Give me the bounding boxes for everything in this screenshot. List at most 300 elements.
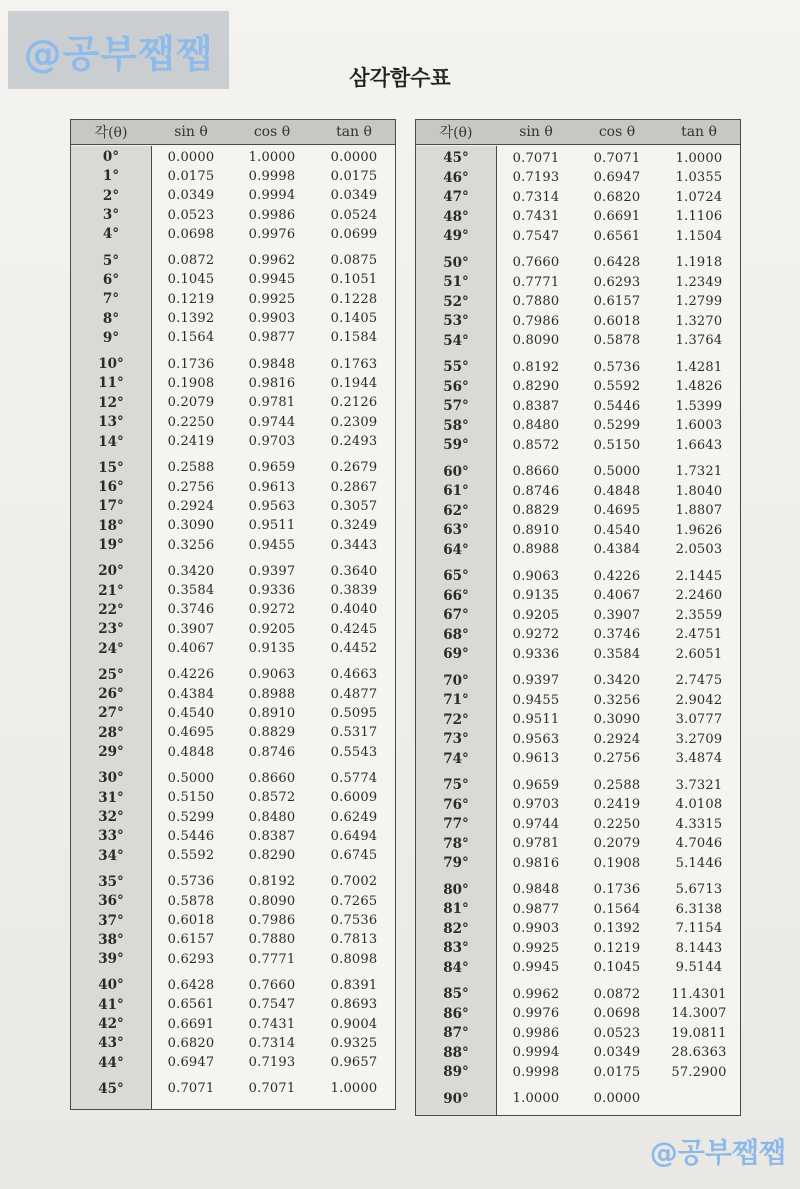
angle-cell: 63° — [443, 522, 469, 538]
sin-cell: 0.8829 — [512, 503, 560, 518]
angle-cell: 52° — [443, 293, 469, 310]
table-row — [71, 393, 395, 413]
angle-cell: 70° — [443, 672, 469, 689]
table-row — [416, 357, 740, 377]
tan-cell: 0.5774 — [330, 770, 378, 786]
sin-cell: 0.6428 — [167, 977, 215, 993]
cos-cell: 0.9659 — [248, 460, 296, 476]
table-row — [71, 723, 395, 743]
cos-cell: 0.9397 — [248, 563, 296, 579]
cos-cell: 0.9781 — [248, 395, 296, 411]
table-row — [416, 1043, 740, 1063]
sin-cell: 0.7660 — [512, 255, 560, 270]
table-row — [416, 566, 740, 586]
table-row — [416, 795, 740, 815]
tan-cell: 2.1445 — [675, 568, 723, 584]
table-row — [71, 186, 395, 206]
sin-cell: 0.6820 — [167, 1035, 215, 1051]
angle-cell: 45° — [443, 150, 469, 166]
sin-cell: 0.5150 — [167, 790, 215, 806]
tan-cell: 1.1106 — [675, 209, 723, 224]
angle-cell: 9° — [102, 329, 120, 346]
angle-cell: 49° — [443, 228, 469, 244]
sin-cell: 0.6691 — [167, 1016, 215, 1032]
cos-cell: 0.3420 — [593, 673, 641, 688]
watermark-top: @공부쨉쨉 — [8, 11, 229, 89]
tan-cell: 0.2493 — [330, 434, 378, 449]
sin-cell: 0.3256 — [167, 537, 215, 553]
sin-cell: 0.6947 — [167, 1055, 215, 1071]
tan-cell: 1.4826 — [675, 379, 723, 394]
cos-cell: 0.7314 — [248, 1035, 296, 1051]
tan-cell: 6.3138 — [675, 901, 723, 917]
angle-cell: 46° — [443, 169, 469, 186]
tan-cell: 0.0000 — [330, 149, 378, 165]
cos-cell: 0.7880 — [248, 932, 296, 948]
cos-cell: 0.5592 — [593, 379, 641, 394]
angle-cell: 18° — [98, 517, 124, 534]
sin-cell: 0.0698 — [167, 226, 215, 242]
tan-cell: 0.9657 — [330, 1055, 378, 1071]
tan-cell: 0.8391 — [330, 977, 378, 993]
sin-cell: 0.8910 — [512, 522, 560, 538]
cos-cell: 0.8480 — [248, 809, 296, 825]
table-row — [71, 205, 395, 225]
cos-cell: 0.9848 — [248, 356, 296, 372]
tan-cell: 2.2460 — [675, 588, 723, 603]
table-row — [71, 891, 395, 911]
cos-cell: 0.6947 — [593, 170, 641, 185]
angle-cell: 51° — [443, 274, 469, 290]
cos-cell: 0.9962 — [248, 253, 296, 269]
table-row — [71, 1053, 395, 1073]
cos-cell: 0.4384 — [593, 542, 641, 557]
sin-cell: 0.0523 — [167, 207, 215, 223]
cos-cell: 0.8910 — [248, 705, 296, 721]
sin-cell: 0.7547 — [512, 228, 560, 244]
angle-cell: 80° — [443, 881, 469, 898]
tan-cell: 0.4040 — [330, 602, 378, 618]
sin-cell: 0.3584 — [167, 583, 215, 599]
tan-cell: 0.0699 — [330, 226, 378, 242]
cos-cell: 0.7547 — [248, 997, 296, 1013]
tan-cell: 0.3839 — [330, 583, 378, 599]
tan-cell: 0.9004 — [330, 1016, 378, 1032]
sin-cell: 0.7193 — [512, 170, 560, 185]
cos-cell: 0.9272 — [248, 602, 296, 618]
angle-cell: 16° — [98, 479, 124, 495]
angle-cell: 85° — [443, 986, 469, 1002]
table-row — [416, 272, 740, 292]
cos-cell: 0.9205 — [248, 621, 296, 637]
table-row — [71, 949, 395, 969]
cos-cell: 0.5150 — [593, 437, 641, 453]
tan-cell: 2.0503 — [675, 542, 723, 557]
table-row — [416, 226, 740, 246]
angle-cell: 50° — [443, 254, 469, 271]
tan-cell: 0.3443 — [330, 537, 378, 553]
table-row — [416, 292, 740, 312]
table-row — [71, 166, 395, 186]
tan-cell: 9.5144 — [675, 960, 723, 975]
cos-cell: 0.4695 — [593, 503, 641, 518]
cos-cell: 0.5736 — [593, 359, 641, 375]
tan-cell: 0.1405 — [330, 311, 378, 327]
tan-cell: 1.2349 — [675, 274, 723, 290]
table-row — [416, 671, 740, 691]
sin-cell: 0.9659 — [512, 777, 560, 793]
cos-cell: 0.1219 — [593, 940, 641, 956]
sin-cell: 0.4848 — [167, 744, 215, 760]
cos-cell: 0.0698 — [593, 1006, 641, 1021]
sin-cell: 0.0349 — [167, 188, 215, 204]
sin-cell: 0.9336 — [512, 646, 560, 662]
tan-cell: 19.0811 — [671, 1025, 727, 1041]
cos-cell: 0.9877 — [248, 330, 296, 346]
angle-cell: 79° — [443, 855, 469, 871]
tan-cell: 0.8098 — [330, 951, 378, 967]
cos-cell: 0.6691 — [593, 209, 641, 224]
angle-cell: 84° — [443, 959, 469, 976]
cos-cell: 0.8746 — [248, 744, 296, 760]
sin-cell: 0.4695 — [167, 725, 215, 741]
sin-cell: 0.9135 — [512, 588, 560, 603]
angle-cell: 74° — [443, 750, 469, 767]
angle-cell: 77° — [443, 816, 469, 832]
cos-cell: 0.3090 — [593, 712, 641, 727]
angle-cell: 24° — [98, 640, 124, 657]
table-row — [71, 251, 395, 271]
sin-cell: 0.9563 — [512, 731, 560, 747]
sin-cell: 0.9744 — [512, 816, 560, 832]
table-row — [71, 788, 395, 808]
table-row — [71, 581, 395, 601]
table-row — [71, 684, 395, 704]
angle-cell: 41° — [98, 996, 124, 1013]
cos-cell: 0.6018 — [593, 313, 641, 329]
table-row — [71, 768, 395, 788]
cos-cell: 0.7986 — [248, 913, 296, 929]
table-row — [416, 520, 740, 540]
sin-cell: 0.9205 — [512, 607, 560, 623]
tan-cell: 3.0777 — [675, 712, 723, 727]
table-row — [71, 665, 395, 685]
angle-cell: 22° — [98, 601, 124, 618]
table-row — [71, 930, 395, 950]
sin-cell: 0.9613 — [512, 751, 560, 766]
table-row — [71, 619, 395, 639]
tan-cell: 0.1944 — [330, 375, 378, 391]
table-row — [71, 309, 395, 329]
tan-cell: 3.2709 — [675, 731, 723, 747]
cos-cell: 0.0523 — [593, 1025, 641, 1041]
cos-cell: 0.9998 — [248, 168, 296, 184]
angle-cell: 33° — [98, 828, 124, 845]
table-row — [416, 148, 740, 168]
tan-cell: 1.7321 — [675, 464, 723, 479]
table-row — [416, 625, 740, 645]
cos-cell: 0.8192 — [248, 874, 296, 890]
sin-cell: 0.0872 — [167, 253, 215, 269]
tan-cell: 0.3249 — [330, 518, 378, 534]
sin-cell: 0.9455 — [512, 692, 560, 708]
table-row — [71, 639, 395, 659]
angle-cell: 88° — [443, 1044, 469, 1061]
table-row — [71, 477, 395, 497]
angle-cell: 47° — [443, 189, 469, 205]
table-row — [416, 586, 740, 606]
cos-cell: 0.9986 — [248, 207, 296, 223]
tan-cell: 8.1443 — [675, 940, 723, 956]
sin-cell: 0.7071 — [167, 1081, 215, 1097]
sin-cell: 0.6293 — [167, 951, 215, 967]
cos-cell: 0.1045 — [593, 960, 641, 975]
sin-cell: 0.9848 — [512, 882, 560, 897]
sin-cell: 0.1908 — [167, 375, 215, 391]
angle-cell: 15° — [98, 459, 124, 476]
tan-cell: 0.2126 — [330, 395, 378, 411]
header-sin: sin θ — [519, 124, 553, 140]
sin-cell: 0.7986 — [512, 313, 560, 329]
tan-cell: 0.6009 — [330, 790, 378, 806]
table-row — [416, 1023, 740, 1043]
angle-cell: 36° — [98, 893, 124, 910]
table-row — [71, 561, 395, 581]
sin-cell: 0.9925 — [512, 940, 560, 956]
table-row — [416, 1004, 740, 1024]
table-header — [416, 120, 740, 145]
sin-cell: 0.0175 — [167, 168, 215, 184]
sin-cell: 0.0000 — [167, 149, 215, 165]
sin-cell: 0.9063 — [512, 568, 560, 584]
tan-cell: 4.7046 — [675, 836, 723, 851]
tan-cell: 4.3315 — [675, 816, 723, 832]
angle-cell: 69° — [443, 646, 469, 662]
tan-cell: 1.0000 — [675, 150, 723, 166]
angle-cell: 28° — [98, 724, 124, 741]
tan-cell: 1.8807 — [675, 503, 723, 518]
sin-cell: 0.9998 — [512, 1064, 560, 1080]
sin-cell: 0.8660 — [512, 464, 560, 479]
table-row — [416, 501, 740, 521]
table-row — [71, 742, 395, 762]
tan-cell: 2.4751 — [675, 627, 723, 642]
cos-cell: 0.0349 — [593, 1045, 641, 1060]
cos-cell: 0.8660 — [248, 770, 296, 786]
tan-cell: 0.8693 — [330, 997, 378, 1013]
angle-cell: 5° — [102, 252, 120, 269]
angle-cell: 12° — [98, 394, 124, 411]
table-row — [416, 749, 740, 769]
angle-cell: 6° — [102, 271, 120, 288]
sin-cell: 0.7071 — [512, 150, 560, 166]
cos-cell: 0.1736 — [593, 882, 641, 897]
angle-cell: 45° — [98, 1080, 124, 1097]
tan-cell: 7.1154 — [675, 921, 723, 936]
tan-cell: 1.6003 — [675, 418, 723, 433]
tan-cell: 1.3270 — [675, 313, 723, 329]
sin-cell: 0.4067 — [167, 641, 215, 657]
cos-cell: 0.9903 — [248, 311, 296, 327]
table-row — [71, 846, 395, 866]
sin-cell: 0.1045 — [167, 272, 215, 288]
cos-cell: 0.3256 — [593, 692, 641, 708]
angle-cell: 13° — [98, 414, 124, 431]
sin-cell: 0.3907 — [167, 621, 215, 637]
cos-cell: 0.9063 — [248, 667, 296, 683]
tan-cell: 0.2679 — [330, 460, 378, 476]
cos-cell: 0.8829 — [248, 725, 296, 741]
angle-cell: 42° — [98, 1016, 124, 1033]
table-row — [416, 331, 740, 351]
angle-cell: 30° — [98, 770, 124, 787]
tan-cell: 0.6745 — [330, 848, 378, 864]
angle-cell: 53° — [443, 313, 469, 329]
angle-cell: 82° — [443, 920, 469, 937]
page-title: 삼각함수표 — [349, 66, 451, 90]
table-row — [416, 958, 740, 978]
cos-cell: 0.8572 — [248, 790, 296, 806]
table-row — [416, 462, 740, 482]
header-sin: sin θ — [174, 124, 208, 140]
sin-cell: 0.5736 — [167, 874, 215, 890]
sin-cell: 1.0000 — [512, 1091, 560, 1106]
table-row — [416, 187, 740, 207]
angle-cell: 89° — [443, 1064, 469, 1080]
table-row — [71, 516, 395, 536]
cos-cell: 0.6561 — [593, 228, 641, 244]
sin-cell: 0.8090 — [512, 333, 560, 348]
angle-cell: 55° — [443, 359, 469, 375]
sin-cell: 0.8480 — [512, 418, 560, 433]
cos-cell: 0.9945 — [248, 272, 296, 288]
table-row — [416, 880, 740, 900]
table-row — [71, 270, 395, 290]
cos-cell: 0.9511 — [248, 518, 296, 534]
table-row — [416, 481, 740, 501]
tan-cell: 0.1051 — [330, 272, 378, 288]
sin-cell: 0.7431 — [512, 209, 560, 224]
tan-cell: 1.1504 — [675, 228, 723, 244]
angle-cell: 37° — [98, 912, 124, 929]
table-row — [71, 703, 395, 723]
cos-cell: 0.2756 — [593, 751, 641, 766]
sin-cell: 0.9962 — [512, 986, 560, 1002]
tan-cell: 0.1763 — [330, 356, 378, 372]
cos-cell: 0.4067 — [593, 588, 641, 603]
table-row — [71, 412, 395, 432]
tan-cell: 28.6363 — [671, 1045, 727, 1060]
angle-cell: 67° — [443, 607, 469, 623]
angle-cell: 86° — [443, 1005, 469, 1022]
angle-cell: 64° — [443, 541, 469, 558]
table-row — [71, 872, 395, 892]
angle-cell: 56° — [443, 378, 469, 395]
tan-cell: 0.9325 — [330, 1035, 378, 1051]
table-row — [71, 432, 395, 452]
cos-cell: 0.3746 — [593, 627, 641, 642]
table-row — [416, 377, 740, 397]
tan-cell: 0.7813 — [330, 932, 378, 948]
angle-cell: 66° — [443, 587, 469, 604]
tan-cell: 0.2867 — [330, 479, 378, 495]
tan-cell: 1.0355 — [675, 170, 723, 185]
angle-cell: 75° — [443, 777, 469, 793]
angle-cell: 4° — [102, 226, 120, 243]
table-row — [416, 690, 740, 710]
table-row — [71, 826, 395, 846]
angle-cell: 90° — [443, 1090, 469, 1107]
table-row — [416, 853, 740, 873]
cos-cell: 0.9336 — [248, 583, 296, 599]
table-row — [71, 496, 395, 516]
cos-cell: 0.7431 — [248, 1016, 296, 1032]
cos-cell: 0.4540 — [593, 522, 641, 538]
angle-cell: 25° — [98, 666, 124, 683]
table-header — [71, 120, 395, 145]
cos-cell: 0.4226 — [593, 568, 641, 584]
tan-cell: 0.1584 — [330, 330, 378, 346]
cos-cell: 0.5299 — [593, 418, 641, 433]
tan-cell: 5.6713 — [675, 882, 723, 897]
cos-cell: 0.9703 — [248, 434, 296, 449]
table-row — [71, 1014, 395, 1034]
angle-cell: 3° — [102, 207, 120, 224]
table-row — [416, 919, 740, 939]
table-row — [71, 995, 395, 1015]
angle-cell: 7° — [102, 291, 120, 308]
cos-cell: 0.9994 — [248, 188, 296, 204]
watermark-bottom: @공부쨉쨉 — [649, 1136, 786, 1169]
cos-cell: 0.0175 — [593, 1064, 641, 1080]
angle-cell: 76° — [443, 796, 469, 813]
angle-cell: 44° — [98, 1054, 124, 1071]
table-row — [71, 975, 395, 995]
sin-cell: 0.9397 — [512, 673, 560, 688]
angle-cell: 1° — [102, 168, 120, 185]
sin-cell: 0.9781 — [512, 836, 560, 851]
table-row — [416, 710, 740, 730]
angle-cell: 48° — [443, 208, 469, 225]
tan-cell: 0.0349 — [330, 188, 378, 204]
sin-cell: 0.2588 — [167, 460, 215, 476]
table-row — [71, 911, 395, 931]
cos-cell: 0.7071 — [593, 150, 641, 166]
angle-cell: 71° — [443, 692, 469, 708]
header-cos: cos θ — [253, 124, 291, 140]
angle-cell: 39° — [98, 951, 124, 968]
angle-cell: 59° — [443, 437, 469, 453]
sin-cell: 0.7771 — [512, 274, 560, 290]
header-cos: cos θ — [598, 124, 636, 140]
tan-cell: 0.6249 — [330, 809, 378, 825]
angle-cell: 72° — [443, 711, 469, 728]
table-row — [71, 458, 395, 478]
sin-cell: 0.8192 — [512, 359, 560, 375]
angle-cell: 32° — [98, 809, 124, 825]
trig-table-right — [415, 119, 741, 1116]
table-row — [71, 600, 395, 620]
angle-cell: 19° — [98, 537, 124, 554]
tan-cell: 0.3640 — [330, 563, 378, 579]
cos-cell: 0.1564 — [593, 901, 641, 917]
tan-cell: 57.2900 — [671, 1064, 727, 1080]
sin-cell: 0.1736 — [167, 356, 215, 372]
sin-cell: 0.7314 — [512, 189, 560, 205]
table-row — [71, 147, 395, 167]
cos-cell: 0.5878 — [593, 333, 641, 348]
cos-cell: 0.7660 — [248, 977, 296, 993]
